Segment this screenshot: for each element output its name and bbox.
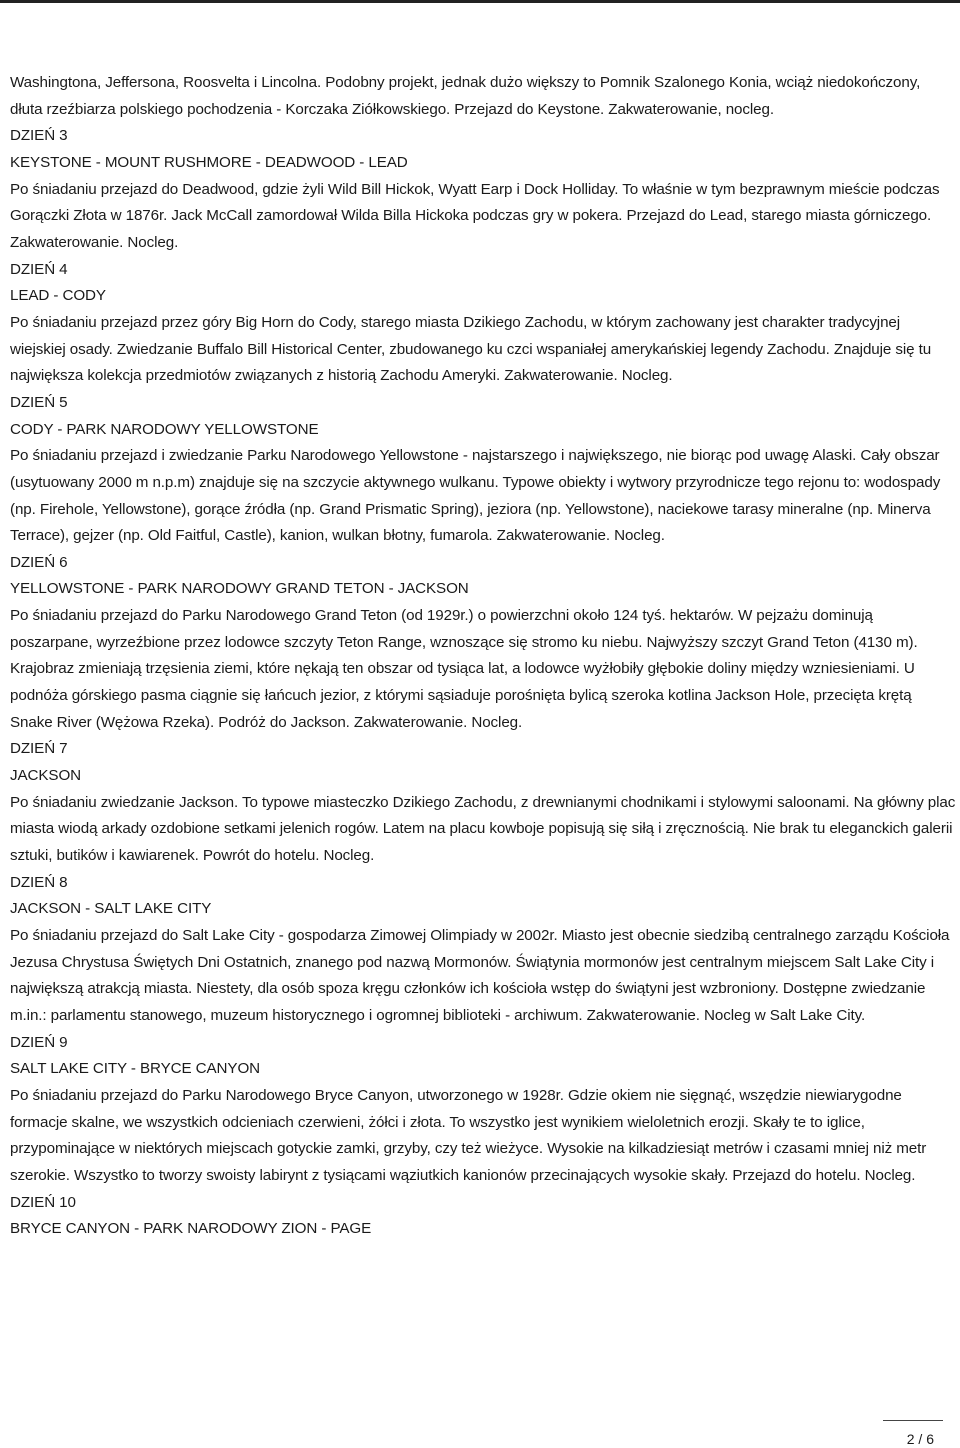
day-9-description: Po śniadaniu przejazd do Parku Narodowego Bryce Canyon, utworzonego w 1928r. Gdzie okiem nie sięgnąć, wszędzie niewiarygodne formacje skalne, we wszystkich odcieniach czerwieni, żółci i złota. To wszystko jest wynikiem wieloletnich erozji. Skały te to iglice, przypominające w niektórych miejscach gotyckie zamki, grzyby, czy też wieżyce. Wysokie na kilkadziesiąt metrów i czasami mniej niż metr szerokie. Wszystko to tworzy swoisty labirynt z tysiącami wąziutkich kanionów przecinających wysokie skały. Przejazd do hotelu. Nocleg. bbox=[10, 1086, 927, 1184]
day-3-route: KEYSTONE - MOUNT RUSHMORE - DEADWOOD - LEAD bbox=[10, 153, 408, 171]
day-8-route: JACKSON - SALT LAKE CITY bbox=[10, 900, 212, 918]
day-6-heading: DZIEŃ 6 bbox=[10, 553, 68, 571]
day-4-heading: DZIEŃ 4 bbox=[10, 260, 68, 278]
day-5-heading: DZIEŃ 5 bbox=[10, 393, 68, 411]
day-3-description: Po śniadaniu przejazd do Deadwood, gdzie żyli Wild Bill Hickok, Wyatt Earp i Dock Holliday. To właśnie w tym bezprawnym mieście podczas Gorączki Złota w 1876r. Jack McCall zamordował Wilda Billa Hickoka podczas gry w pokera. Przejazd do Lead, starego miasta górniczego. Zakwaterowanie. Nocleg. bbox=[10, 180, 940, 251]
day-9-route: SALT LAKE CITY - BRYCE CANYON bbox=[10, 1060, 261, 1078]
day-10-route: BRYCE CANYON - PARK NARODOWY ZION - PAGE bbox=[10, 1220, 372, 1238]
day-7-heading: DZIEŃ 7 bbox=[10, 740, 68, 758]
document-body bbox=[10, 70, 956, 1243]
day-8-heading: DZIEŃ 8 bbox=[10, 873, 68, 891]
day-7-description: Po śniadaniu zwiedzanie Jackson. To typowe miasteczko Dzikiego Zachodu, z drewnianymi chodnikami i stylowymi saloonami. Na główny plac miasta wiodą arkady ozdobione setkami jelenich rogów. Latem na placu kowboje popisują się siłą i zręcznością. Nie brak tu eleganckich galerii sztuki, butików i kawiarenek. Powrót do hotelu. Nocleg. bbox=[10, 793, 956, 865]
day-4-route: LEAD - CODY bbox=[10, 287, 106, 305]
day-8-description: Po śniadaniu przejazd do Salt Lake City - gospodarza Zimowej Olimpiady w 2002r. Miasto jest obecnie siedzibą centralnego zarządu Kościoła Jezusa Chrystusa Świętych Dni Ostatnich, znanego pod nazwą Mormonów. Świątynia mormonów jest centralnym miejscem Salt Lake City i największą atrakcją miasta. Niestety, dla osób spoza kręgu członków ich kościoła wstęp do świątyni jest wzbroniony. Dostępne zwiedzanie m.in.: parlamentu stanowego, muzeum historycznego i ogromnej biblioteki - archiwum. Zakwaterowanie. Nocleg w Salt Lake City. bbox=[10, 927, 950, 1024]
day-9-heading: DZIEŃ 9 bbox=[10, 1033, 68, 1051]
day-5-description: Po śniadaniu przejazd i zwiedzanie Parku Narodowego Yellowstone - najstarszego i największego, nie biorąc pod uwagę Alaski. Cały obszar (usytuowany 2000 m n.p.m) znajduje się na szczycie aktywnego wulkanu. Typowe obiekty i wytwory przyrodnicze tego rejonu to: wodospady (np. Firehole, Yellowstone), gorące źródła (np. Grand Prismatic Spring), jeziora (np. Yellowstone), naciekowe tarasy mineralne (np. Minerva Terrace), gejzer (np. Old Faitful, Castle), kanion, wulkan błotny, fumarola. Zakwaterowanie. Nocleg. bbox=[10, 447, 941, 545]
day-6-description: Po śniadaniu przejazd do Parku Narodowego Grand Teton (od 1929r.) o powierzchni około 124 tyś. hektarów. W pejzażu dominują poszarpane, wyrzeźbione przez lodowce szczyty Teton Range, wznoszące się stromo ku niebu. Najwyższy szczyt Grand Teton (4130 m). Krajobraz zmieniają trzęsienia ziemi, które nękają ten obszar od tysiąca lat, a lodowce wyżłobiły głębokie doliny między wzniesieniami. U podnóża górskiego pasma ciągnie się łańcuch jezior, z którymi sąsiaduje porośnięta bylicą szeroka kotlina Jackson Hole, przecięta krętą Snake River (Wężowa Rzeka). Podróż do Jackson. Zakwaterowanie. Nocleg. bbox=[10, 607, 918, 731]
day-7-route: JACKSON bbox=[10, 767, 82, 785]
page-number: 2 / 6 bbox=[906, 1431, 934, 1447]
day-6-route: YELLOWSTONE - PARK NARODOWY GRAND TETON - JACKSON bbox=[10, 580, 469, 598]
day-3-heading: DZIEŃ 3 bbox=[10, 127, 68, 145]
day-10-heading: DZIEŃ 10 bbox=[10, 1193, 76, 1211]
day-5-route: CODY - PARK NARODOWY YELLOWSTONE bbox=[10, 420, 319, 438]
day-4-description: Po śniadaniu przejazd przez góry Big Horn do Cody, starego miasta Dzikiego Zachodu, w którym zachowany jest charakter tradycyjnej wiejskiej osady. Zwiedzanie Buffalo Bill Historical Center, zbudowanego ku czci wspaniałej amerykańskiej legendy Zachodu. Znajduje się tu największa kolekcja przedmiotów związanych z historią Zachodu Ameryki. Zakwaterowanie. Nocleg. bbox=[10, 313, 932, 385]
top-divider bbox=[0, 0, 960, 3]
footer-divider bbox=[883, 1420, 943, 1421]
intro-paragraph: Washingtona, Jeffersona, Roosvelta i Lincolna. Podobny projekt, jednak dużo większy to Pomnik Szalonego Konia, wciąż niedokończony, dłuta rzeźbiarza polskiego pochodzenia - Korczaka Ziółkowskiego. Przejazd do Keystone. Zakwaterowanie, nocleg. bbox=[10, 74, 921, 118]
